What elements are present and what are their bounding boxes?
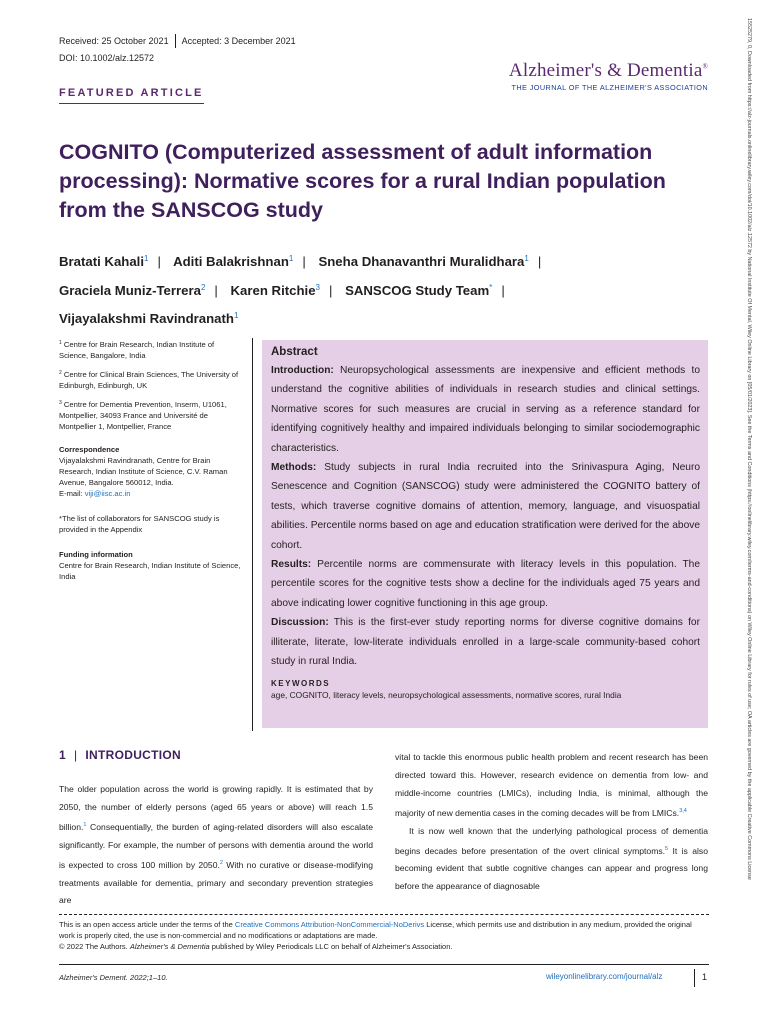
abstract-box: [262, 340, 708, 728]
affiliation: $^2$ Centre for Clinical Brain Sciences, The University of Edinburgh, Edinburgh, UK: [59, 370, 239, 390]
reference-link[interactable]: 3,4: [679, 807, 687, 814]
intro-column-left: [59, 781, 373, 910]
received-date: Received: 25 October 2021: [59, 36, 169, 46]
section-heading: 1 | INTRODUCTION: [59, 748, 181, 762]
doi[interactable]: DOI: 10.1002/alz.12572: [59, 53, 155, 63]
correspondence: Vijayalakshmi Ravindranath, Centre for Brain Research, Indian Institute of Science, C.V. Raman Avenue, Bangalore 560012, India. E-mail: viji@iisc.ac.in: [59, 456, 228, 498]
author[interactable]: Aditi Balakrishnan$^1$: [173, 254, 294, 269]
reference-link[interactable]: 5: [665, 845, 669, 852]
journal-name: Alzheimer's & Dementia®: [508, 60, 708, 81]
funding-heading: Funding information: [59, 550, 133, 559]
page-divider: [694, 969, 695, 987]
keywords-heading: KEYWORDS: [271, 678, 331, 688]
correspondence-heading: Correspondence: [59, 445, 120, 454]
journal-url[interactable]: wileyonlinelibrary.com/journal/alz: [546, 972, 663, 981]
journal-subtitle: THE JOURNAL OF THE ALZHEIMER'S ASSOCIATION: [511, 83, 708, 92]
footer-divider: [59, 914, 709, 915]
page-number: 1: [702, 972, 708, 982]
article-sidebar: [59, 338, 243, 582]
article-dates: [59, 34, 296, 48]
author-list: Bratati Kahali$^1$ | Aditi Balakrishnan$^1$ | Sneha Dhanavanthri Muralidhara$^1$ | Graciela Muniz-Terrera$^2$ | Karen Ritchie$^3$ | SANSCOG Study Team* | Vijayalakshmi Ravindranath$^1$: [59, 254, 542, 326]
affiliation: $^1$ Centre for Brain Research, Indian Institute of Science, Bangalore, India: [59, 340, 215, 360]
author[interactable]: Vijayalakshmi Ravindranath$^1$: [59, 311, 239, 326]
funding-text: Centre for Brain Research, Indian Institute of Science, India: [59, 561, 241, 581]
intro-column-right: [395, 749, 708, 896]
abstract-text: Introduction: Neuropsychological assessments are inexpensive and efficient methods to understand the cognitive abilities of individuals in research studies and clinical settings. Normative scores for such measures are crucial in serving as a reference standard for identifying cognitively healthy and impaired individuals belonging to similar sociodemographic characteristics. Methods: Study subjects in rural India recruited into the Srinivaspura Aging, Neuro Senescence and Cognition (SANSCOG) study were administered the COGNITO battery of tests, which traverse cognitive domains of attention, memory, language, and visuospatial abilities. Percentile norms based on age and education stratification were derived for the above cohort. Results: Percentile norms are commensurate with literacy levels in this population. The percentile scores for the cognitive tests show a decline for the individuals aged 75 years and above indicating lower cognitive functioning in this age group. Discussion: This is the first-ever study reporting norms for diverse cognitive domains for illiterate, literate, low-literate individuals enrolled in a large-scale community-based cohort study in rural India.: [271, 365, 700, 668]
journal-citation: Alzheimer's Dement. 2022;1–10.: [59, 973, 168, 982]
download-notice: 15525279, 0, Downloaded from https://alz-journals.onlinelibrary.wiley.com/doi/10.1002/alz.12572 by National Institute Of Mental, Wiley Online Library on [05/01/2023]. See the Terms and Conditions (https://onlinelibrary.wiley.com/terms-and-conditions) on Wiley Online Library for rules of use; OA articles are governed by the applicable Creative Commons License: [746, 18, 752, 880]
paragraph: The older population across the world is growing rapidly. It is estimated that by 2050, the number of elderly persons (aged 65 years or above) will reach 1.5 billion.$^1$ Consequentially, the burden of aging-related disorders will also escalate significantly. For example, the number of persons with dementia around the world is expected to cross 100 million by 2050.$^2$ With no curative or disease-modifying treatments available for dementia, primary and secondary prevention strategies are: [59, 784, 373, 906]
article-title: COGNITO (Computerized assessment of adult information processing): Normative scores for a rural Indian population from the SANSCOG study: [59, 140, 666, 222]
author[interactable]: Sneha Dhanavanthri Muralidhara$^1$: [318, 254, 529, 269]
paragraph: It is now well known that the underlying pathological process of dementia begins decades before presentation of the overt clinical symptoms.$^5$ It is also becoming evident that subtle cognitive changes can appear and progress long before the appearance of diagnosable: [395, 825, 708, 892]
paragraph: vital to tackle this enormous public health problem and recent research has been directed toward this. However, research evidence on dementia from low- and middle-income countries (LMICs), including India, is minimal, although the majority of new dementia cases in the coming decades will be from LMICs.$^{3,4}$: [395, 752, 708, 818]
collaborators-note: *The list of collaborators for SANSCOG study is provided in the Appendix: [59, 514, 220, 534]
section-label: FEATURED ARTICLE: [59, 87, 204, 104]
affiliation: $^3$ Centre for Dementia Prevention, Inserm, U1061, Montpellier, 34093 France and Université de Montpellier 1, Montpellier, France: [59, 400, 227, 431]
journal-logo[interactable]: [509, 60, 708, 92]
author[interactable]: SANSCOG Study Team*: [345, 282, 493, 298]
author[interactable]: Bratati Kahali$^1$: [59, 254, 149, 269]
author[interactable]: Graciela Muniz-Terrera$^2$: [59, 282, 206, 298]
reference-link[interactable]: 1: [83, 821, 87, 828]
keywords: age, COGNITO, literacy levels, neuropsychological assessments, normative scores, rural India: [271, 689, 622, 700]
accepted-date: Accepted: 3 December 2021: [181, 36, 296, 46]
date-divider: [175, 34, 176, 48]
author[interactable]: Karen Ritchie$^3$: [230, 282, 320, 298]
reference-link[interactable]: 2: [219, 859, 223, 866]
license-link[interactable]: Creative Commons Attribution-NonCommercial-NoDerivs: [234, 920, 425, 929]
footer-rule: [59, 964, 709, 965]
license-notice: This is an open access article under the terms of the Creative Commons Attribution-NonCommercial-NoDerivs License, which permits use and distribution in any medium, provided the original work is properly cited, the use is non-commercial and no modifications or adaptations are made. © 2022 The Authors. Alzheimer's & Dementia published by Wiley Periodicals LLC on behalf of Alzheimer's Association.: [59, 920, 692, 951]
abstract-heading: Abstract: [271, 346, 318, 358]
sidebar-divider: [252, 338, 253, 731]
email-link[interactable]: viji@iisc.ac.in: [84, 489, 131, 498]
